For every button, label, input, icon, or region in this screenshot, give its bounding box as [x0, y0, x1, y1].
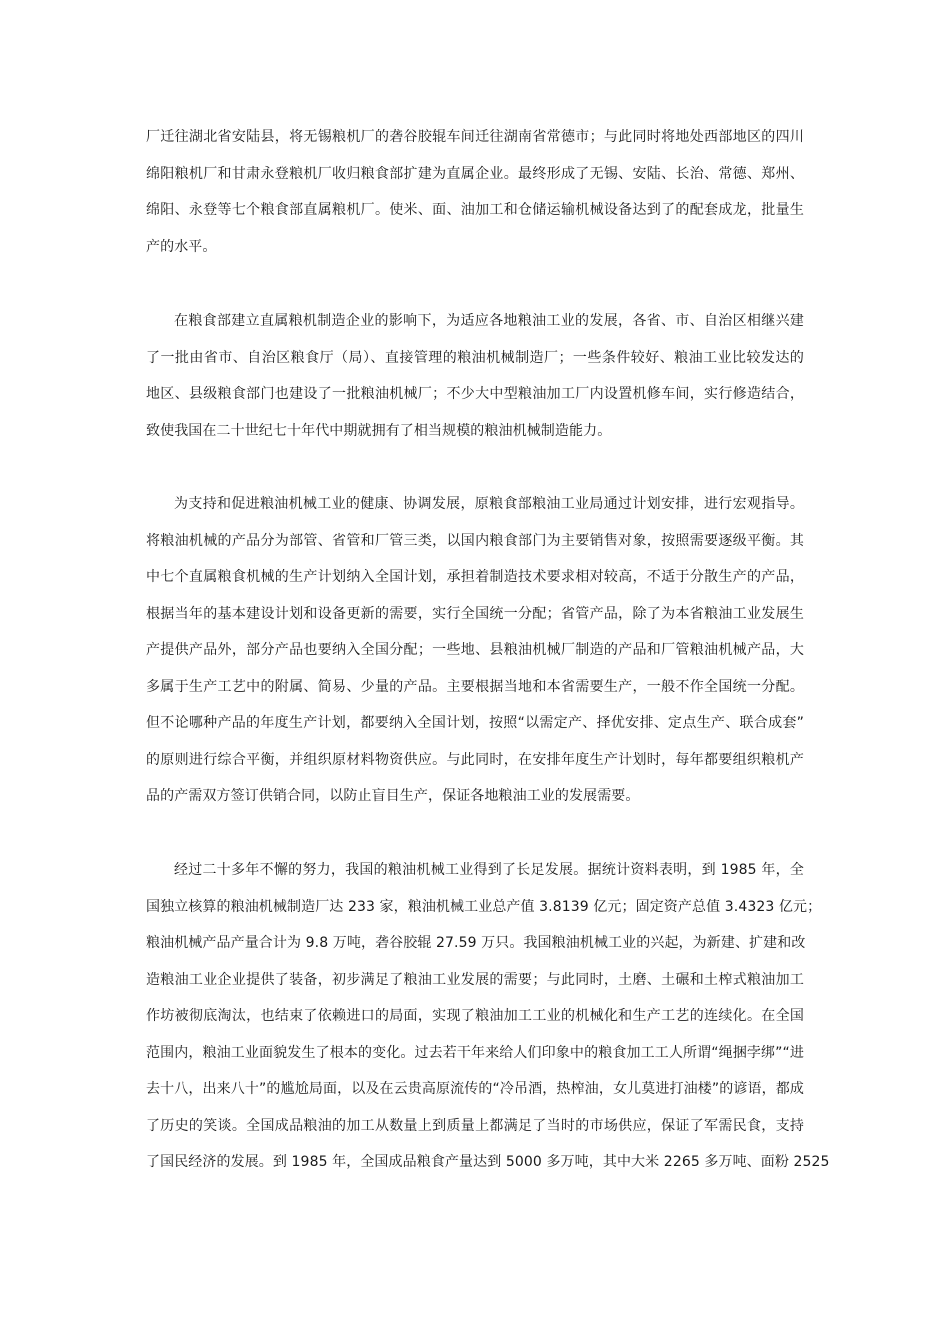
- text-line: 在粮食部建立直属粮机制造企业的影响下，为适应各地粮油工业的发展，各省、市、自治区相继兴建: [174, 313, 804, 329]
- text-line: 为支持和促进粮油机械工业的健康、协调发展，原粮食部粮油工业局通过计划安排，进行宏观指导。: [174, 496, 804, 512]
- text-line: 造粮油工业企业提供了装备，初步满足了粮油工业发展的需要；与此同时，土磨、土碾和土榨式粮油加工: [146, 971, 804, 988]
- text-line: 中七个直属粮食机械的生产计划纳入全国计划，承担着制造技术要求相对较高，不适于分散生产的产品，: [146, 569, 804, 585]
- text-line: 粮油机械产品产量合计为 9.8 万吨，砻谷胶辊 27.59 万只。我国粮油机械工业的兴起，为新建、扩建和改: [146, 935, 806, 951]
- text-line: 绵阳、永登等七个粮食部直属粮机厂。使米、面、油加工和仓储运输机械设备达到了的配套成龙，批量生: [146, 202, 804, 218]
- text-line: 致使我国在二十世纪七十年代中期就拥有了相当规模的粮油机械制造能力。: [146, 422, 612, 439]
- paragraph-2: [146, 303, 804, 449]
- paragraph-1: [146, 119, 804, 265]
- text-line: 了一批由省市、自治区粮食厅（局）、直接管理的粮油机械制造厂；一些条件较好、粮油工业比较发达的: [146, 349, 804, 366]
- text-line: 去十八，出来八十”的尴尬局面，以及在云贵高原流传的“冷吊酒，热榨油，女儿莫进打油楼”的谚语，都成: [146, 1081, 804, 1097]
- text-line: 的原则进行综合平衡，并组织原材料物资供应。与此同时，在安排年度生产计划时，每年都要组织粮机产: [146, 751, 804, 768]
- text-line: 将粮油机械的产品分为部管、省管和厂管三类，以国内粮食部门为主要销售对象，按照需要逐级平衡。其: [146, 532, 804, 549]
- text-line: 了国民经济的发展。到 1985 年，全国成品粮食产量达到 5000 多万吨，其中大米 2265 多万吨、面粉 2525: [146, 1154, 830, 1170]
- text-line: 经过二十多年不懈的努力，我国的粮油机械工业得到了长足发展。据统计资料表明，到 1985 年，全: [174, 862, 804, 878]
- text-line: 多属于生产工艺中的附属、简易、少量的产品。主要根据当地和本省需要生产，一般不作全国统一分配。: [146, 678, 804, 695]
- text-line: 地区、县级粮食部门也建设了一批粮油机械厂；不少大中型粮油加工厂内设置机修车间，实行修造结合，: [146, 386, 804, 402]
- text-line: 品的产需双方签订供销合同，以防止盲目生产，保证各地粮油工业的发展需要。: [146, 788, 640, 804]
- text-line: 范围内，粮油工业面貌发生了根本的变化。过去若干年来给人们印象中的粮食加工工人所谓“绳捆孛绑”“进: [146, 1044, 804, 1061]
- text-line: 绵阳粮机厂和甘肃永登粮机厂收归粮食部扩建为直属企业。最终形成了无锡、安陆、长治、常德、郑州、: [146, 165, 804, 182]
- text-line: 国独立核算的粮油机械制造厂达 233 家，粮油机械工业总产值 3.8139 亿元；固定资产总值 3.4323 亿元；: [146, 898, 822, 915]
- text-line: 了历史的笑谈。全国成品粮油的加工从数量上到质量上都满足了当时的市场供应，保证了军需民食，支持: [146, 1117, 804, 1134]
- text-line: 但不论哪种产品的年度生产计划，都要纳入全国计划，按照“以需定产、择优安排、定点生产、联合成套”: [146, 715, 804, 731]
- text-line: 厂迁往湖北省安陆县，将无锡粮机厂的砻谷胶辊车间迁往湖南省常德市；与此同时将地处西部地区的四川: [146, 129, 804, 145]
- paragraph-4: [146, 852, 830, 1181]
- text-line: 产提供产品外，部分产品也要纳入全国分配；一些地、县粮油机械厂制造的产品和厂管粮油机械产品，大: [146, 642, 804, 658]
- text-line: 作坊被彻底淘汰，也结束了依赖进口的局面，实现了粮油加工工业的机械化和生产工艺的连续化。在全国: [146, 1008, 804, 1024]
- paragraph-3: [146, 486, 804, 815]
- text-line: 产的水平。: [146, 238, 217, 255]
- text-line: 根据当年的基本建设计划和设备更新的需要，实行全国统一分配；省管产品，除了为本省粮油工业发展生: [146, 605, 804, 622]
